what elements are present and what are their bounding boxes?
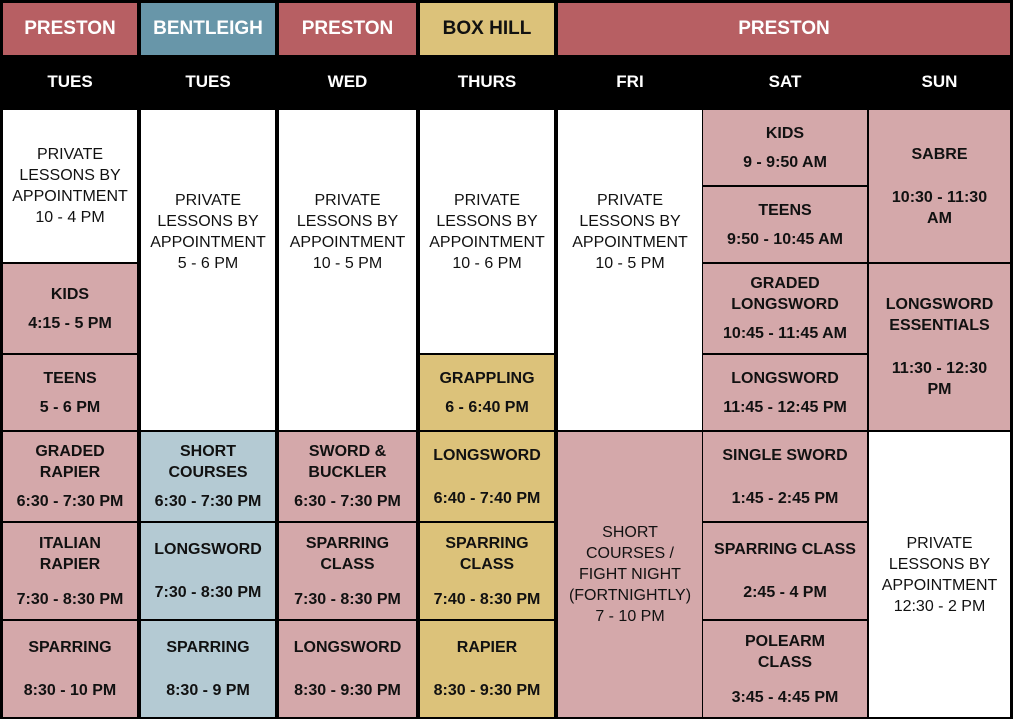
class-teens-sat: TEENS 9:50 - 10:45 AM [703,187,867,262]
day-header-wed: WED [327,72,368,91]
day-header-thurs: THURS [457,72,517,91]
private-lessons-sun: PRIVATE LESSONS BY APPOINTMENT 12:30 - 2 PM [869,432,1010,717]
location-preston-wed: PRESTON [279,3,416,55]
class-sabre-sun: SABRE 10:30 - 11:30 AM [869,110,1010,262]
class-teens-tues: TEENS 5 - 6 PM [3,355,137,430]
class-sword-buckler-wed: SWORD & BUCKLER 6:30 - 7:30 PM [279,432,416,521]
class-grappling-thurs: GRAPPLING 6 - 6:40 PM [420,355,554,430]
class-graded-rapier-tues: GRADED RAPIER 6:30 - 7:30 PM [3,432,137,521]
class-italian-rapier-tues: ITALIAN RAPIER 7:30 - 8:30 PM [3,523,137,619]
private-lessons-thurs: PRIVATE LESSONS BY APPOINTMENT 10 - 6 PM [420,110,554,353]
class-single-sword-sat: SINGLE SWORD 1:45 - 2:45 PM [703,432,867,521]
day-header-sat: SAT [768,72,802,91]
day-header-tues-preston: TUES [47,72,93,91]
class-sparring-bentleigh: SPARRING 8:30 - 9 PM [141,621,275,717]
class-sparring-class-thurs: SPARRING CLASS 7:40 - 8:30 PM [420,523,554,619]
class-longsword-sat: LONGSWORD 11:45 - 12:45 PM [703,355,867,430]
class-sparring-tues: SPARRING 8:30 - 10 PM [3,621,137,717]
class-longsword-thurs: LONGSWORD 6:40 - 7:40 PM [420,432,554,521]
private-lessons-tues-preston: PRIVATE LESSONS BY APPOINTMENT 10 - 4 PM [3,110,137,262]
location-bentleigh: BENTLEIGH [141,3,275,55]
private-lessons-tues-bentleigh: PRIVATE LESSONS BY APPOINTMENT 5 - 6 PM [141,110,275,430]
class-kids-tues: KIDS 4:15 - 5 PM [3,264,137,353]
location-preston-weekend: PRESTON [558,3,1010,55]
day-header-sun: SUN [921,72,958,91]
location-box-hill: BOX HILL [420,3,554,55]
private-lessons-fri: PRIVATE LESSONS BY APPOINTMENT 10 - 5 PM [558,110,702,430]
class-short-courses-bentleigh: SHORT COURSES 6:30 - 7:30 PM [141,432,275,521]
location-preston-tues: PRESTON [3,3,137,55]
day-header-fri: FRI [616,72,644,91]
day-header-tues-bentleigh: TUES [185,72,231,91]
private-lessons-wed: PRIVATE LESSONS BY APPOINTMENT 10 - 5 PM [279,110,416,430]
class-longsword-essentials-sun: LONGSWORD ESSENTIALS 11:30 - 12:30 PM [869,264,1010,430]
class-longsword-wed: LONGSWORD 8:30 - 9:30 PM [279,621,416,717]
class-short-courses-fight-night-fri: SHORT COURSES / FIGHT NIGHT (FORTNIGHTLY) 7 - 10 PM [558,432,702,717]
class-polearm-class-sat: POLEARM CLASS 3:45 - 4:45 PM [703,621,867,717]
class-sparring-class-sat: SPARRING CLASS 2:45 - 4 PM [703,523,867,619]
class-longsword-bentleigh: LONGSWORD 7:30 - 8:30 PM [141,523,275,619]
class-rapier-thurs: RAPIER 8:30 - 9:30 PM [420,621,554,717]
class-sparring-class-wed: SPARRING CLASS 7:30 - 8:30 PM [279,523,416,619]
class-kids-sat: KIDS 9 - 9:50 AM [703,110,867,185]
class-graded-longsword-sat: GRADED LONGSWORD 10:45 - 11:45 AM [703,264,867,353]
